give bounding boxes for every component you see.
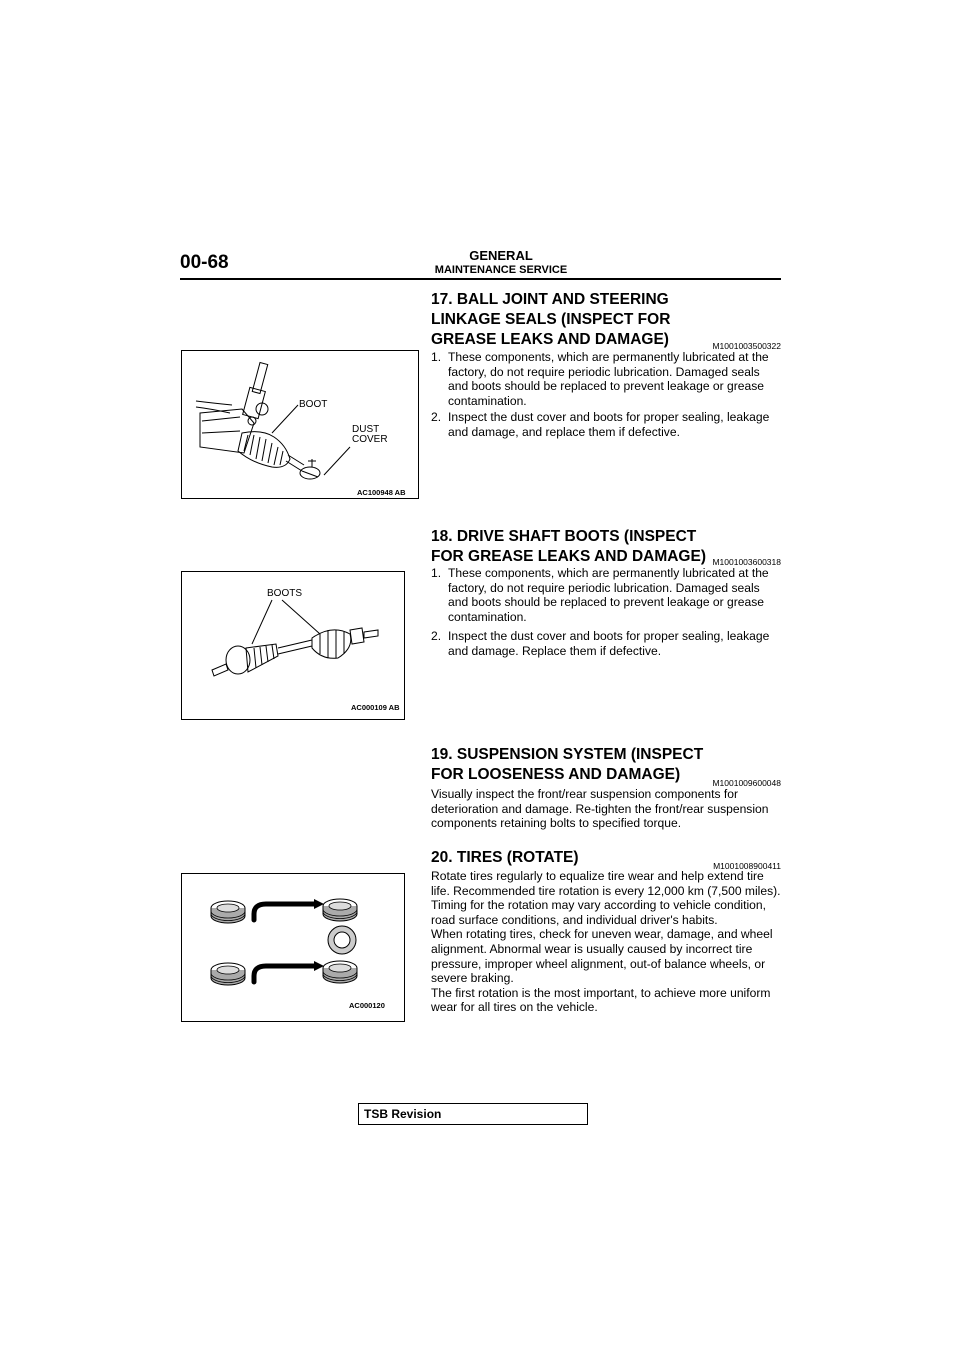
section-18-step-1 [431,566,781,624]
paragraph-text: Rotate tires regularly to equalize tire wear and help extend tire life. Recommended tire rotation is every 12,000 km (7,500 miles). [431,869,781,898]
figure-drive-shaft [181,571,405,720]
section-19-title: 19. SUSPENSION SYSTEM (INSPECT FOR LOOSENESS AND DAMAGE) [431,746,704,783]
section-18-code: M1001003600318 [712,557,781,567]
figure-code: AC100948 AB [357,488,406,497]
paragraph-text: When rotating tires, check for uneven wear, damage, and wheel alignment. Abnormal wear is usually caused by incorrect tire pressure, improper wheel alignment, out-of balance wheels, or severe braking. [431,927,773,986]
tsb-revision-label: TSB Revision [364,1107,442,1121]
tsb-revision-box [358,1103,588,1125]
figure-code: AC000120 [349,1001,385,1010]
step-number: 2. [431,629,442,643]
steering-linkage-drawing [182,351,418,498]
label-cover: COVER [352,434,388,445]
section-17-title: 17. BALL JOINT AND STEERING LINKAGE SEALS (INSPECT FOR GREASE LEAKS AND DAMAGE) [431,291,671,348]
section-19-code: M1001009600048 [712,778,781,788]
header-section: GENERAL [469,248,533,263]
step-text: These components, which are permanently lubricated at the factory, do not require periodic lubrication. Damaged seals and boots should be replaced to prevent leakage or grease contamination. [448,566,769,624]
section-20-paragraphs [431,869,783,1015]
page-number: 00-68 [180,252,229,273]
label-boots: BOOTS [267,588,303,599]
paragraph-text: The first rotation is the most important, to achieve more uniform wear for all tires on the vehicle. [431,985,771,1015]
header-subsection: MAINTENANCE SERVICE [434,264,568,276]
label-dust: DUST [352,424,380,435]
section-18-step-2 [431,629,781,658]
section-17-code: M1001003500322 [712,341,781,351]
section-20-code: M1001008900411 [713,861,781,871]
tire-rotation-drawing [182,874,404,1021]
step-text: Inspect the dust cover and boots for proper sealing, leakage and damage, and replace them if defective. [448,410,770,439]
figure-steering-linkage [181,350,419,499]
section-17-step-2 [431,410,781,439]
step-text: Inspect the dust cover and boots for proper sealing, leakage and damage. Replace them if defective. [448,629,770,658]
step-text: These components, which are permanently lubricated at the factory, do not require periodic lubrication. Damaged seals and boots should be replaced to prevent leakage or grease contamination. [448,350,769,408]
section-17-step-1 [431,350,781,408]
step-number: 1. [431,566,442,580]
section-20-title: 20. TIRES (ROTATE) [431,849,579,866]
figure-code: AC000109 AB [351,703,400,712]
section-19-paragraph [431,787,783,831]
figure-tire-rotation [181,873,405,1022]
header-rule [180,278,781,280]
step-number: 2. [431,410,442,424]
paragraph-text: Visually inspect the front/rear suspension components for deterioration and damage. Re-tighten the front/rear suspension components retaining bolts to specified torque. [431,787,769,831]
label-boot: BOOT [299,399,328,410]
paragraph-text: Timing for the rotation may vary according to vehicle condition, road surface conditions, and individual driver's habits. [431,898,766,927]
section-18-title: 18. DRIVE SHAFT BOOTS (INSPECT FOR GREASE LEAKS AND DAMAGE) [431,528,706,565]
step-number: 1. [431,350,442,364]
